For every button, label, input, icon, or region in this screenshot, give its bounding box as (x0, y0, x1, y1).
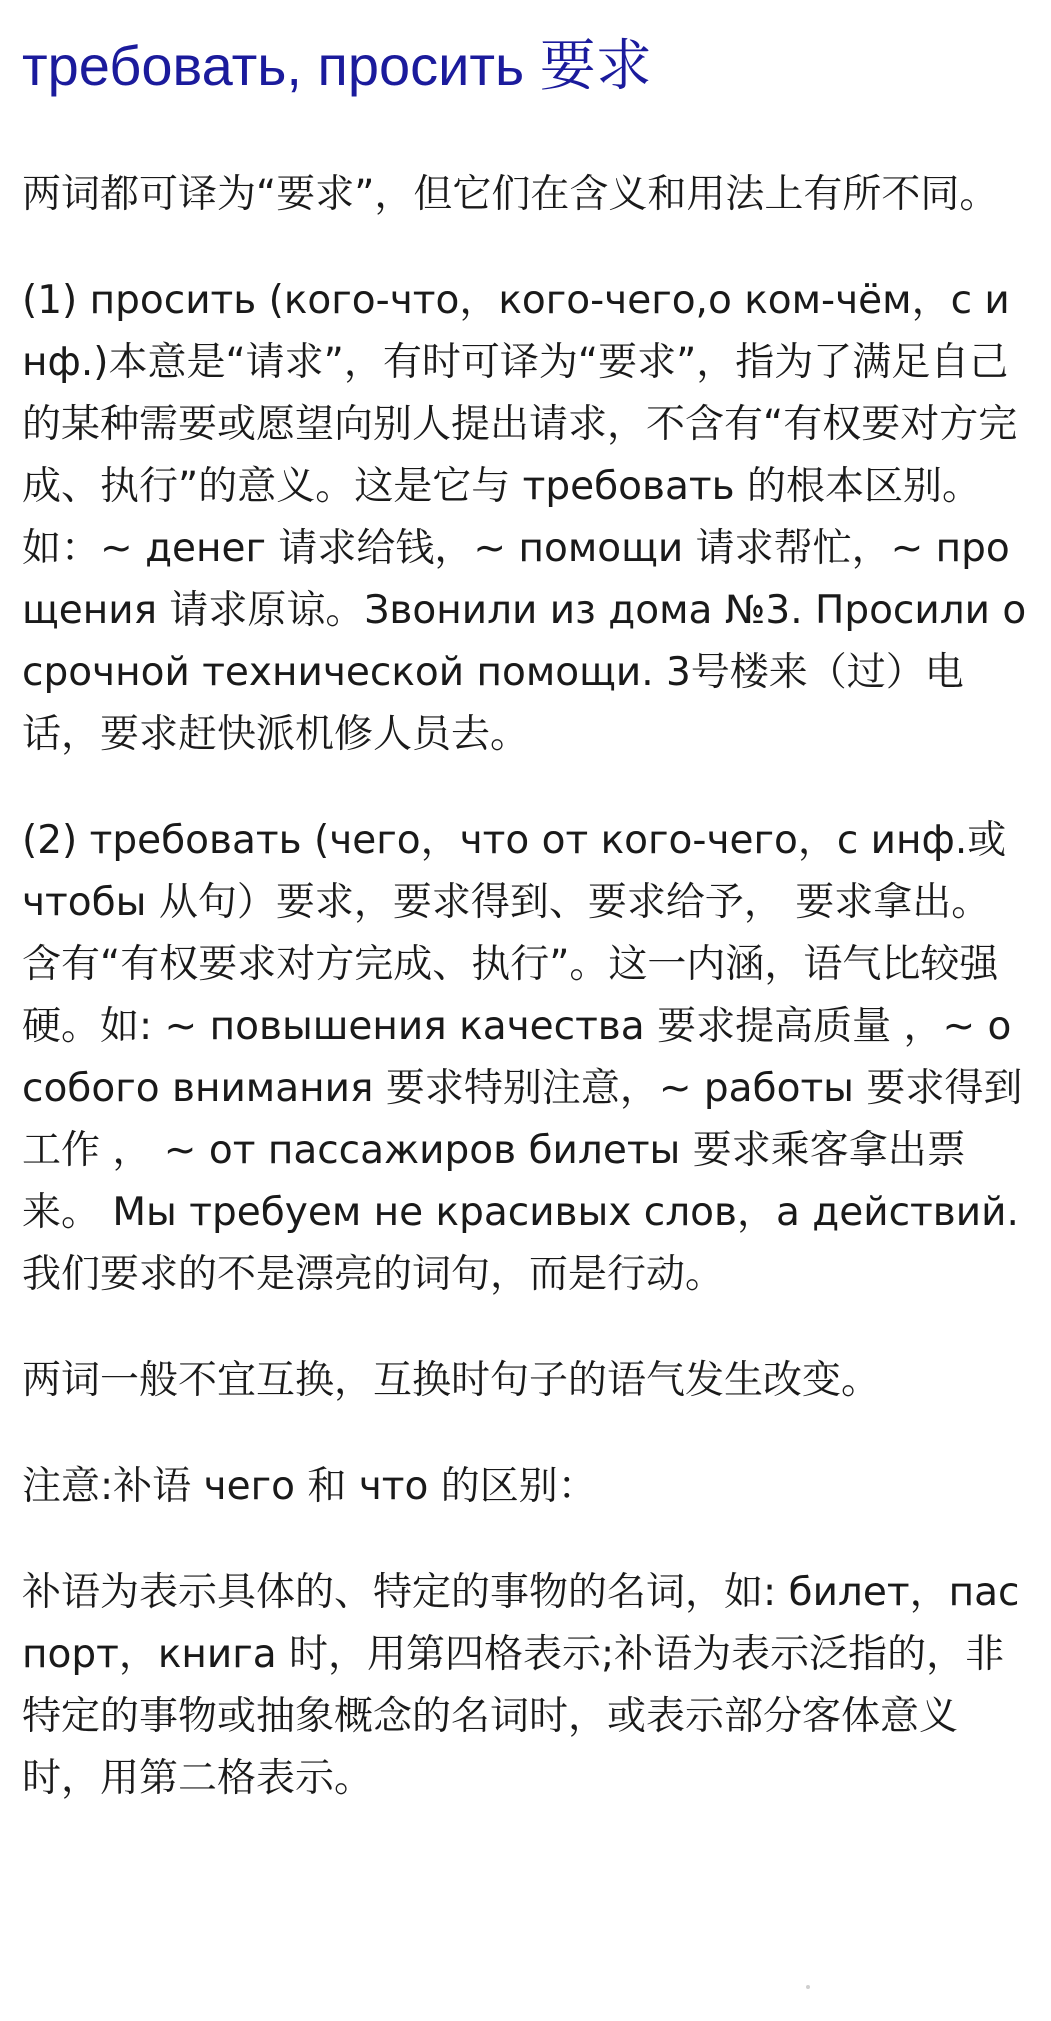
page-dot-mark (806, 1985, 810, 1989)
trebovat-paragraph: (2) требовать (чего，что от кого-чего，с инф.或 чтобы 从句）要求，要求得到、要求给予， 要求拿出。含有“有权要求对方完成、执行”。这一内涵，语气比较强硬。如: ~ повышения качества 要求提高质量 ，~ особого внимания 要求特别注意，~ работы 要求得到工作 ， ~ от пассажиров билеты 要求乘客拿出票来。 Мы требуем не красивых слов，а действий. 我们要求的不是漂亮的词句，而是行动。 (22, 818, 1023, 1297)
page-title: требовать, просить 要求 (22, 34, 652, 97)
interchange-note-paragraph: 两词一般不宜互换，互换时句子的语气发生改变。 (22, 1358, 881, 1403)
attention-heading: 注意:补语 чего 和 что 的区别： (22, 1464, 597, 1509)
complement-paragraph: 补语为表示具体的、特定的事物的名词，如: билет，паспорт，книга 时，用第四格表示;补语为表示泛指的，非特定的事物或抽象概念的名词时，或表示部分客体意义时，用第二格表示。 (22, 1570, 1020, 1801)
intro-paragraph: 两词都可译为“要求”，但它们在含义和用法上有所不同。 (22, 172, 999, 217)
prosit-paragraph: (1) просить (кого-что，кого-чего,о ком-чём，с инф.)本意是“请求”，有时可译为“要求”，指为了满足自己的某种需要或愿望向别人提出请求，不含有“有权要对方完成、执行”的意义。这是它与 требовать 的根本区别。如：~ денег 请求给钱，~ помощи 请求帮忙，~ прощения 请求原谅。Звонили из дома №3. Просили о срочной технической помощи. 3号楼来（过）电话，要求赶快派机修人员去。 (22, 278, 1027, 757)
